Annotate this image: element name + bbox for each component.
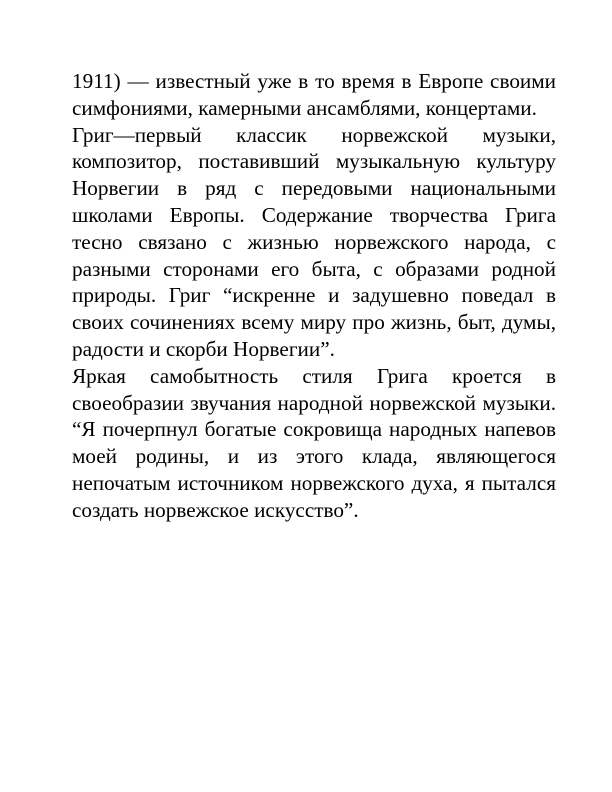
paragraph-2: Григ—первый классик норвежской музыки, композитор, поставивший музыкальную культуру Норвегии в ряд с передовыми национальными школами Европы. Содержание творчества Грига тесно связано с жизнью норвежского народа, с разными сторонами его быта, с образами родной природы. Григ “искренне и задушевно поведал в своих сочинениях всему миру про жизнь, быт, думы, радости и скорби Норвегии”. bbox=[72, 122, 556, 361]
paragraph-3: Яркая самобытность стиля Грига кроется в своеобразии звучания народной норвежской музыки. “Я почерпнул богатые сокровища народных напевов моей родины, и из этого клада, являющегося непочатым источником норвежского духа, я пытался создать норвежское искусство”. bbox=[72, 363, 556, 522]
document-page bbox=[72, 68, 556, 524]
paragraph-1: 1911) — известный уже в то время в Европе своими симфониями, камерными ансамблями, концертами. bbox=[72, 69, 556, 120]
